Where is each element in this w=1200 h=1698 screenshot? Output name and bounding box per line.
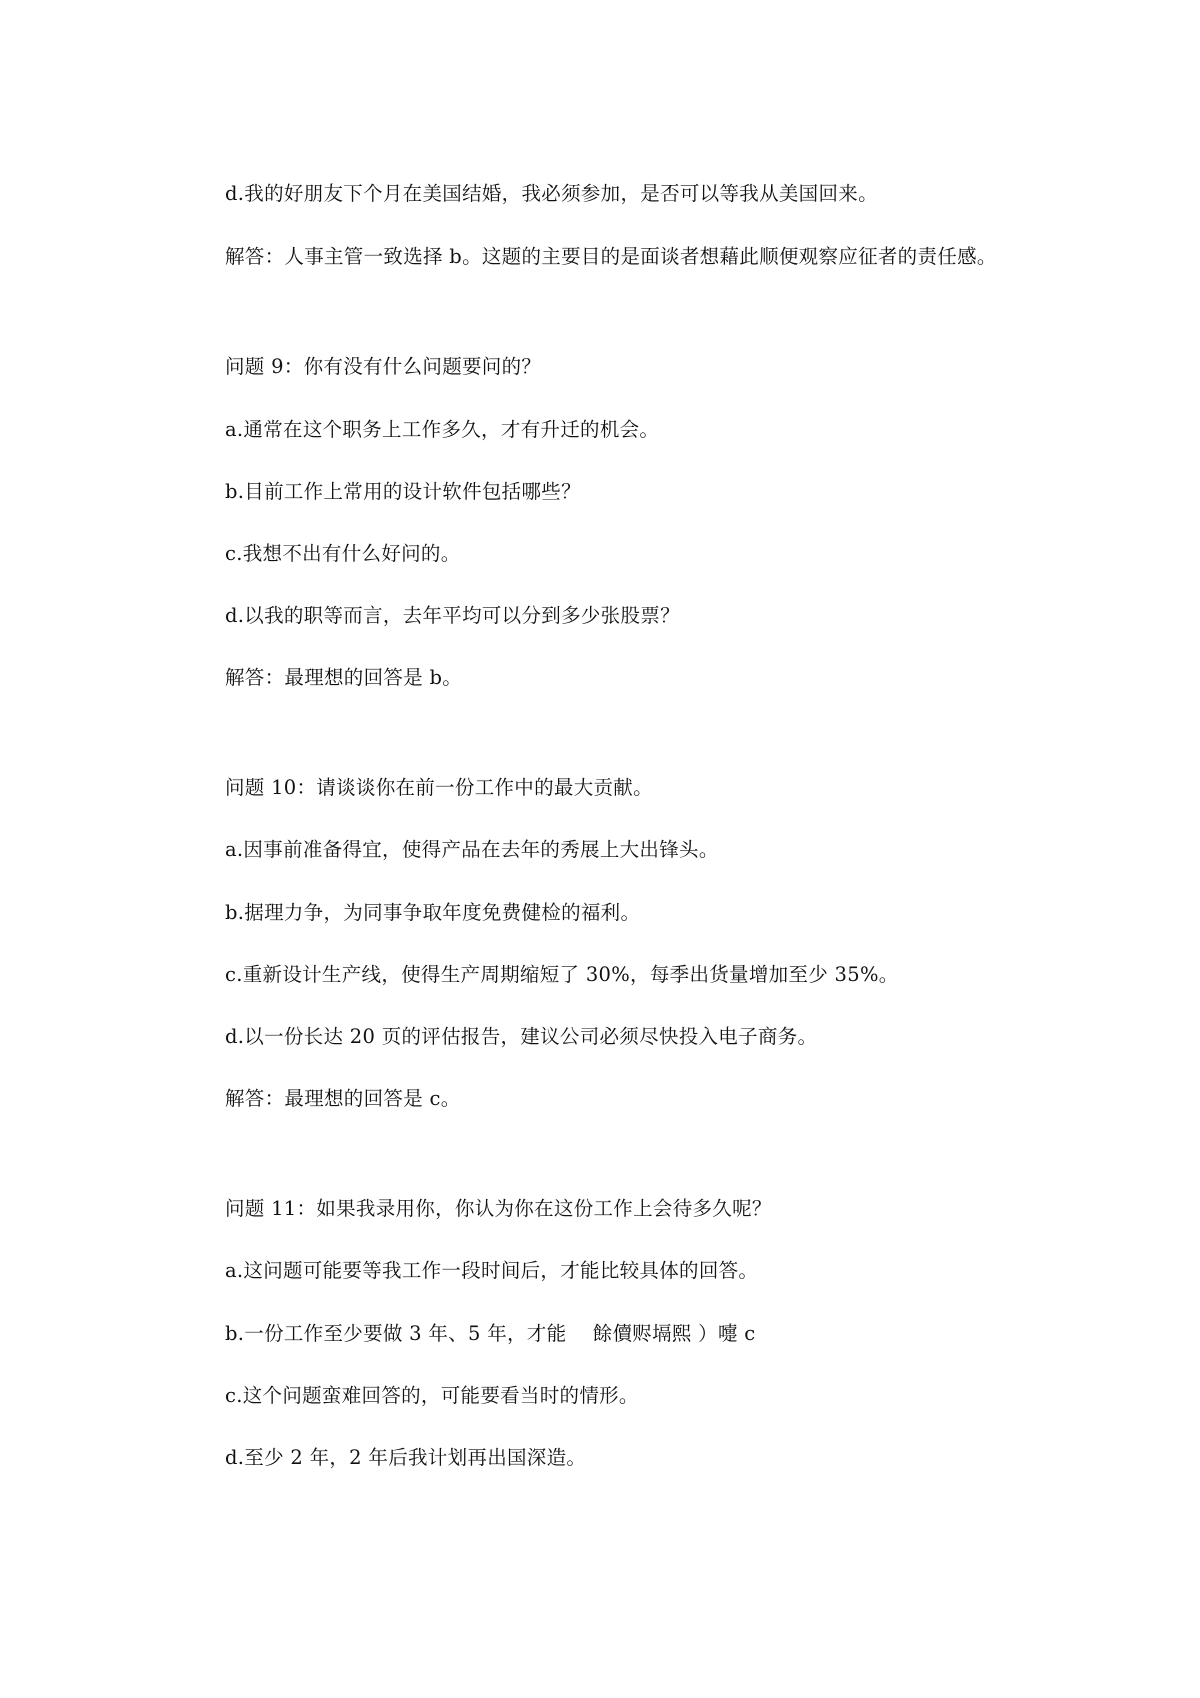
- question-11: 问题 11：如果我录用你，你认为你在这份工作上会待多久呢？: [225, 1197, 772, 1220]
- option-b-q9: b.目前工作上常用的设计软件包括哪些？: [225, 480, 581, 503]
- question-10: 问题 10：请谈谈你在前一份工作中的最大贡献。: [225, 776, 653, 799]
- answer-q10: 解答：最理想的回答是 c。: [225, 1087, 461, 1110]
- option-c-q9: c.我想不出有什么好问的。: [225, 542, 461, 565]
- answer-q9: 解答：最理想的回答是 b。: [225, 666, 463, 689]
- option-c-q11: c.这个问题蛮难回答的，可能要看当时的情形。: [225, 1384, 639, 1407]
- option-d-q8: d.我的好朋友下个月在美国结婚，我必须参加，是否可以等我从美国回来。: [225, 182, 878, 205]
- option-a-q11: a.这问题可能要等我工作一段时间后，才能比较具体的回答。: [225, 1259, 759, 1282]
- option-a-q9: a.通常在这个职务上工作多久，才有升迁的机会。: [225, 418, 660, 441]
- option-d-q11: d.至少 2 年，2 年后我计划再出国深造。: [225, 1446, 587, 1469]
- option-a-q10: a.因事前准备得宜，使得产品在去年的秀展上大出锋头。: [225, 838, 719, 861]
- option-d-q9: d.以我的职等而言，去年平均可以分到多少张股票？: [225, 604, 680, 627]
- question-9: 问题 9：你有没有什么问题要问的？: [225, 355, 542, 378]
- option-b-q10: b.据理力争，为同事争取年度免费健检的福利。: [225, 901, 641, 924]
- option-c-q10: c.重新设计生产线，使得生产周期缩短了 30%，每季出货量增加至少 35%。: [225, 963, 899, 986]
- answer-q8: 解答：人事主管一致选择 b。这题的主要目的是面谈者想藉此顺便观察应征者的责任感。: [225, 245, 997, 268]
- option-b-q11: b.一份工作至少要做 3 年、5 年，才能 餘儥赆塥熙 ）嚏 c: [225, 1322, 756, 1345]
- option-d-q10: d.以一份长达 20 页的评估报告，建议公司必须尽快投入电子商务。: [225, 1025, 818, 1048]
